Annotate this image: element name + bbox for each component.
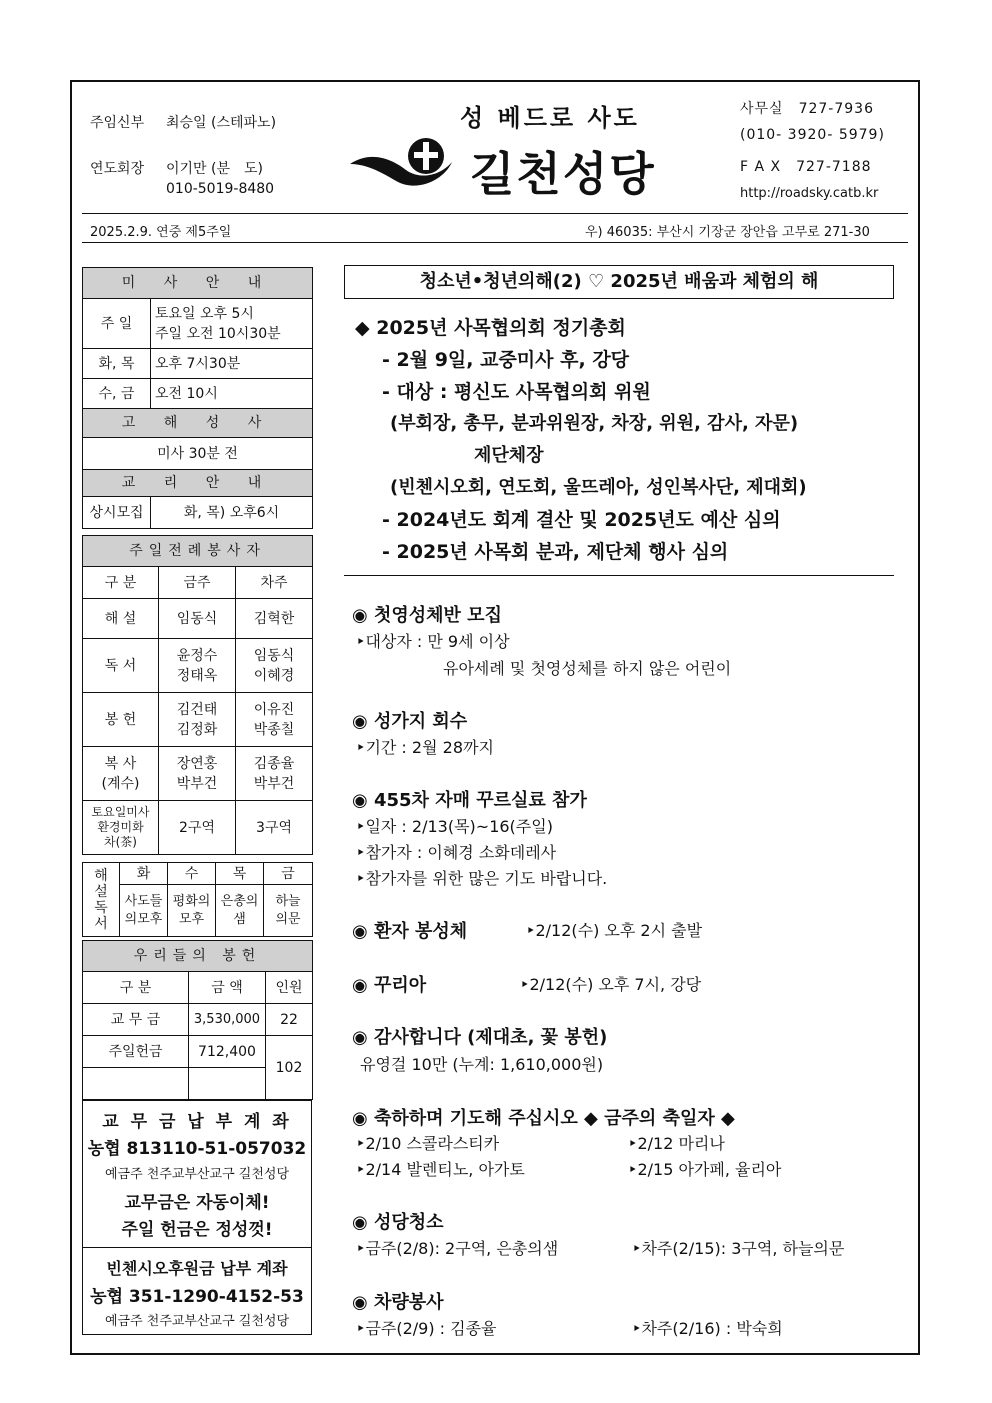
website-url[interactable]: http://roadsky.catb.kr [740, 186, 879, 201]
assembly-line: (빈첸시오회, 연도회, 울뜨레아, 성인복사단, 제대회) [390, 477, 807, 498]
assembly-line: - 대상 : 평신도 사목협의회 위원 [382, 381, 651, 403]
assembly-line: 제단체장 [474, 445, 544, 466]
driving-title: ◉ 차량봉사 [352, 1292, 444, 1313]
server-role: 독 서 [83, 639, 159, 693]
office-phone: 사무실 727-7936 [740, 101, 874, 117]
assembly-line: - 2024년도 회계 결산 및 2025년도 예산 심의 [382, 509, 781, 531]
weekday-head: 수 [168, 863, 216, 885]
mass-day: 주 일 [83, 299, 151, 349]
offering-amount: 712,400 [189, 1036, 266, 1068]
driving-item: ‣차주(2/16) : 박숙희 [632, 1319, 783, 1338]
server-role: 해 설 [83, 599, 159, 639]
doctrine-label: 상시모집 [83, 497, 151, 529]
server-this: 2구역 [159, 801, 236, 855]
server-next: 김혁한 [236, 599, 313, 639]
weekday-label: 해설독서 [83, 863, 120, 937]
offering-header: 인원 [266, 972, 313, 1004]
servers-title: 주일전례봉사자 [83, 536, 313, 567]
vincent-account-number: 농협 351-1290-4152-53 [90, 1287, 304, 1307]
weekday-val: 사도들의모후 [120, 885, 168, 937]
songbook-title: ◉ 성가지 회수 [352, 711, 468, 732]
server-next: 이유진 [253, 701, 295, 718]
communion-title: ◉ 첫영성체반 모집 [352, 605, 502, 626]
servers-header: 차주 [236, 567, 313, 599]
server-this: 김건태 [176, 701, 218, 718]
dues-account-box [82, 1100, 312, 1248]
assembly-title: ◆ 2025년 사목협의회 정기총회 [355, 317, 626, 339]
servers-header: 금주 [159, 567, 236, 599]
weekday-head: 금 [264, 863, 313, 885]
dues-note-2: 주일 헌금은 정성껏! [121, 1220, 273, 1240]
weekday-head: 화 [120, 863, 168, 885]
weekday-val: 하늘의문 [264, 885, 313, 937]
curia-title: ◉ 꾸리아 [352, 975, 427, 996]
church-title: 길천성당 [470, 147, 656, 201]
cursillo-title: ◉ 455차 자매 꾸르실료 참가 [352, 790, 587, 811]
assembly-line: - 2월 9일, 교중미사 후, 강당 [382, 349, 630, 371]
header-divider [82, 213, 908, 214]
server-role: 토요일미사 환경미화 차(茶) [83, 801, 159, 855]
servers-header: 구 분 [83, 567, 159, 599]
mass-time: 토요일 오후 5시 [155, 305, 254, 322]
thanks-title: ◉ 감사합니다 (제대초, 꽃 봉헌) [352, 1027, 608, 1048]
weekday-val: 평화의모후 [168, 885, 216, 937]
cursillo-line: ‣참가자 : 이혜경 소화데레사 [356, 843, 557, 862]
offering-table [82, 940, 313, 1100]
mass-table [82, 267, 313, 529]
mass-day: 수, 금 [83, 379, 151, 409]
vincent-account-title: 빈첸시오후원금 납부 계좌 [106, 1259, 288, 1278]
offering-count: 102 [266, 1036, 313, 1100]
council-name: 이기만 (분 도) [166, 161, 263, 177]
offering-empty [189, 1068, 266, 1100]
vincent-account-holder: 예금주 천주교부산교구 길천성당 [104, 1314, 290, 1329]
council-phone: 010-5019-8480 [166, 181, 275, 197]
communion-line: 유아세례 및 첫영성체를 하지 않은 어린이 [443, 659, 732, 678]
feast-item: ‣2/12 마리나 [628, 1134, 725, 1153]
server-this: 정태옥 [176, 667, 218, 684]
feast-item: ‣2/10 스콜라스티카 [356, 1134, 500, 1153]
church-subtitle: 성 베드로 사도 [460, 104, 640, 132]
issue-date: 2025.2.9. 연중 제5주일 [90, 225, 232, 240]
dues-account-number: 농협 813110-51-057032 [87, 1139, 307, 1159]
church-logo-icon [348, 134, 464, 194]
mass-time: 오전 10시 [151, 379, 313, 409]
cleaning-title: ◉ 성당청소 [352, 1212, 444, 1233]
offering-header: 금 액 [189, 972, 266, 1004]
server-role: 봉 헌 [83, 693, 159, 747]
cursillo-line: ‣참가자를 위한 많은 기도 바랍니다. [356, 869, 608, 888]
cleaning-item: ‣차주(2/15): 3구역, 하늘의문 [632, 1239, 845, 1258]
feast-item: ‣2/14 발렌티노, 아가토 [356, 1160, 525, 1179]
year-theme-title: 청소년•청년의해(2) ♡ 2025년 배움과 체험의 해 [344, 265, 894, 299]
server-next: 박종칠 [253, 721, 295, 738]
server-this: 윤정수 [176, 647, 218, 664]
songbook-line: ‣기간 : 2월 28까지 [356, 738, 494, 757]
server-this: 박부건 [176, 775, 218, 792]
office-mobile: (010- 3920- 5979) [740, 127, 885, 143]
confession-text: 미사 30분 전 [83, 438, 313, 470]
office-fax: F A X 727-7188 [740, 159, 872, 175]
assembly-line: - 2025년 사목회 분과, 제단체 행사 심의 [382, 541, 729, 563]
council-label: 연도회장 [90, 161, 145, 177]
mass-time: 오후 7시30분 [151, 349, 313, 379]
server-role: 복 사 (계수) [83, 747, 159, 801]
server-this: 김정화 [176, 721, 218, 738]
assembly-line: (부회장, 총무, 분과위원장, 차장, 위원, 감사, 자문) [390, 413, 799, 434]
mass-day: 화, 목 [83, 349, 151, 379]
offering-count: 22 [266, 1004, 313, 1036]
server-next: 박부건 [253, 775, 295, 792]
offering-empty [83, 1068, 189, 1100]
weekday-head: 목 [216, 863, 264, 885]
driving-item: ‣금주(2/9) : 김종율 [356, 1319, 497, 1338]
server-next: 임동식 [253, 647, 295, 664]
server-next: 3구역 [236, 801, 313, 855]
mass-time: 주일 오전 10시30분 [155, 325, 281, 342]
pastor-name: 최승일 (스테파노) [166, 115, 277, 131]
weekday-table [82, 862, 313, 937]
pastor-label: 주임신부 [90, 115, 145, 131]
dues-note-1: 교무금은 자동이체! [124, 1193, 270, 1213]
dues-account-holder: 예금주 천주교부산교구 길천성당 [104, 1167, 290, 1182]
offering-header: 구 분 [83, 972, 189, 1004]
confession-title: 고 해 성 사 [83, 409, 313, 438]
offering-amount: 3,530,000 [189, 1004, 266, 1036]
mass-title: 미 사 안 내 [83, 268, 313, 299]
doctrine-value: 화, 목) 오후6시 [151, 497, 313, 529]
offering-title: 우리들의 봉헌 [83, 941, 313, 972]
offering-label: 주일헌금 [83, 1036, 189, 1068]
thanks-line: 유영걸 10만 (누계: 1,610,000원) [360, 1055, 604, 1074]
feast-title: ◉ 축하하며 기도해 주십시오 ◆ 금주의 축일자 ◆ [352, 1108, 735, 1129]
server-next: 김종율 [253, 755, 295, 772]
subheader-divider [82, 242, 908, 243]
server-this: 임동식 [159, 599, 236, 639]
offering-label: 교 무 금 [83, 1004, 189, 1036]
cursillo-line: ‣일자 : 2/13(목)~16(주일) [356, 817, 553, 836]
doctrine-title: 교 리 안 내 [83, 470, 313, 497]
weekday-val: 은총의샘 [216, 885, 264, 937]
section-divider [344, 575, 894, 576]
server-this: 장연홍 [176, 755, 218, 772]
vincent-account-box [82, 1247, 312, 1335]
feast-item: ‣2/15 아가페, 율리아 [628, 1160, 782, 1179]
dues-account-title: 교 무 금 납 부 계 좌 [102, 1112, 292, 1132]
sick-visit-text: ‣2/12(수) 오후 2시 출발 [526, 921, 703, 940]
server-next: 이혜경 [253, 667, 295, 684]
communion-line: ‣대상자 : 만 9세 이상 [356, 632, 510, 651]
church-address: 우) 46035: 부산시 기장군 장안읍 고무로 271-30 [585, 225, 870, 240]
servers-table [82, 535, 313, 855]
sick-visit-title: ◉ 환자 봉성체 [352, 921, 468, 942]
cleaning-item: ‣금주(2/8): 2구역, 은총의샘 [356, 1239, 559, 1258]
curia-text: ‣2/12(수) 오후 7시, 강당 [520, 975, 702, 994]
